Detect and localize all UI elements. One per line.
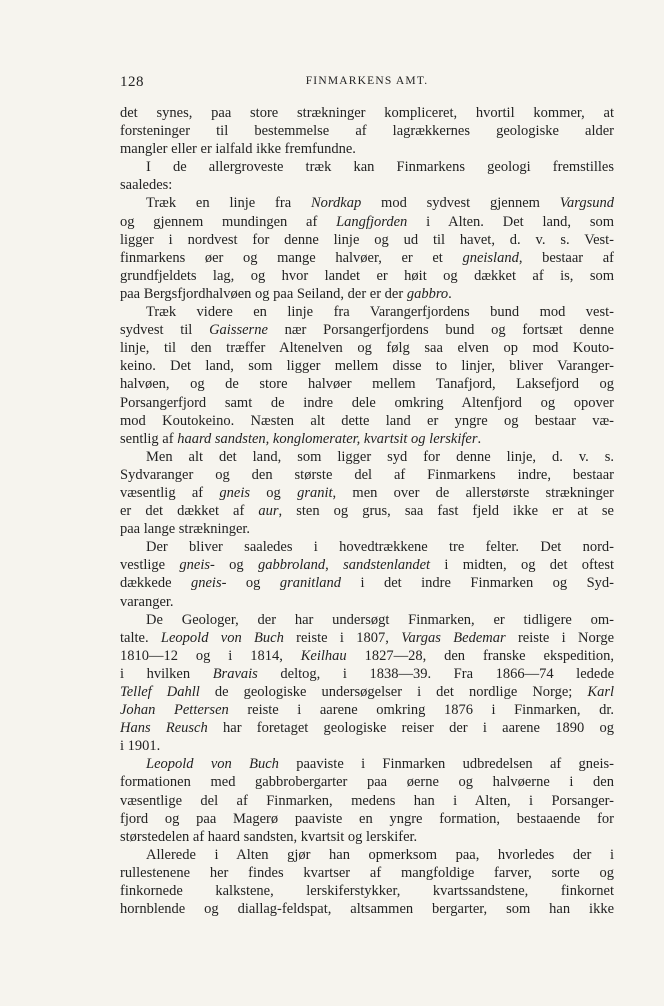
text-line: Men alt det land, som ligger syd for denne linje, d. v. s. bbox=[146, 448, 614, 465]
text-line: Leopold von Buch paaviste i Finmarken udbredelsen af gneis- bbox=[146, 756, 614, 773]
text-line: i 1901. bbox=[120, 738, 161, 755]
text-line: Allerede i Alten gjør han opmerksom paa, hvorledes der i bbox=[146, 846, 614, 863]
text-line: mangler eller er ialfald ikke fremfundne. bbox=[120, 141, 356, 158]
text-line: finmarkens øer og mange halvøer, er et gneisland, bestaar af bbox=[120, 249, 614, 266]
text-line: finkornede kalkstene, lerskiferstykker, kvartssandstene, finkornet bbox=[120, 883, 614, 900]
running-title: FINMARKENS AMT. bbox=[305, 75, 429, 87]
text-line: I de allergroveste træk kan Finmarkens geologi fremstilles bbox=[146, 159, 614, 176]
page-number: 128 bbox=[120, 74, 144, 90]
text-line: sydvest til Gaisserne nær Porsangerfjordens bund og fortsæt denne bbox=[120, 322, 614, 339]
text-line: Sydvaranger og den største del af Finmarkens indre, bestaar bbox=[120, 466, 614, 483]
text-line: ligger i nordvest for denne linje og ud til havet, d. v. s. Vest- bbox=[120, 231, 614, 248]
text-line: Hans Reusch har foretaget geologiske reiser der i aarene 1890 og bbox=[120, 720, 614, 737]
text-line: formationen med gabbrobergarter paa øerne og halvøerne i den bbox=[120, 774, 614, 791]
page-header bbox=[120, 74, 614, 92]
text-line: grundfjeldets lag, og hvor landet er høit og dækket af is, som bbox=[120, 267, 614, 284]
text-line: paa Bergsfjordhalvøen og paa Seiland, der er der gabbro. bbox=[120, 285, 452, 302]
body-text bbox=[120, 104, 614, 918]
text-line: saaledes: bbox=[120, 177, 173, 194]
text-line: sentlig af haard sandsten, konglomerater, kvartsit og lerskifer. bbox=[120, 430, 482, 447]
text-line: væsentlig af gneis og granit, men over de allerstørste strækninger bbox=[120, 484, 614, 501]
text-line: er det dækket af aur, sten og grus, saa fast fjeld ikke er at se bbox=[120, 503, 614, 520]
text-line: størstedelen af haard sandsten, kvartsit og lerskifer. bbox=[120, 828, 418, 845]
text-line: mod Koutokeino. Næsten alt dette land er yngre og bestaar væ- bbox=[120, 412, 614, 429]
text-line: talte. Leopold von Buch reiste i 1807, Vargas Bedemar reiste i Norge bbox=[120, 629, 614, 646]
text-line: rullestenene her findes kvartser af mangfoldige farver, sorte og bbox=[120, 864, 614, 881]
text-line: Tellef Dahll de geologiske undersøgelser i det nordlige Norge; Karl bbox=[120, 684, 614, 700]
text-line: i hvilken Bravais deltog, i 1838—39. Fra 1866—74 ledede bbox=[120, 665, 614, 682]
text-line: keino. Det land, som ligger mellem disse to linjer, bliver Varanger- bbox=[120, 358, 614, 375]
text-line: Træk en linje fra Nordkap mod sydvest gjennem Vargsund bbox=[146, 195, 614, 212]
text-line: paa lange strækninger. bbox=[120, 521, 251, 538]
text-line: dækkede gneis- og granitland i det indre Finmarken og Syd- bbox=[120, 575, 614, 592]
text-line: Der bliver saaledes i hovedtrækkene tre felter. Det nord- bbox=[146, 539, 614, 556]
text-line: Træk videre en linje fra Varangerfjordens bund mod vest- bbox=[146, 304, 614, 321]
text-line: vestlige gneis- og gabbroland, sandstenlandet i midten, og det oftest bbox=[120, 557, 614, 574]
text-line: 1810—12 og i 1814, Keilhau 1827—28, den franske ekspedition, bbox=[120, 647, 614, 664]
text-line: og gjennem mundingen af Langfjorden i Alten. Det land, som bbox=[120, 213, 614, 230]
text-line: linje, til den træffer Altenelven og følg saa elven op mod Kouto- bbox=[120, 340, 614, 357]
text-line: Porsangerfjord samt de indre dele omkring Altenfjord og opover bbox=[120, 394, 614, 411]
text-line: Johan Pettersen reiste i aarene omkring 1876 i Finmarken, dr. bbox=[120, 702, 614, 719]
text-line: forsteninger til bestemmelse af lagrækkernes geologiske alder bbox=[120, 123, 614, 140]
text-line: væsentlige del af Finmarken, medens han i Alten, i Porsanger- bbox=[120, 792, 614, 809]
text-line: fjord og paa Magerø paaviste en yngre formation, bestaaende for bbox=[120, 810, 614, 827]
text-line: hornblende og diallag-feldspat, altsammen bergarter, som han ikke bbox=[120, 901, 614, 918]
text-line: halvøen, og de store halvøer mellem Tanafjord, Laksefjord og bbox=[120, 376, 614, 393]
text-line: De Geologer, der har undersøgt Finmarken, er tidligere om- bbox=[146, 611, 614, 628]
text-line: det synes, paa store strækninger kompliceret, hvortil kommer, at bbox=[120, 105, 614, 121]
text-line: varanger. bbox=[120, 593, 174, 610]
